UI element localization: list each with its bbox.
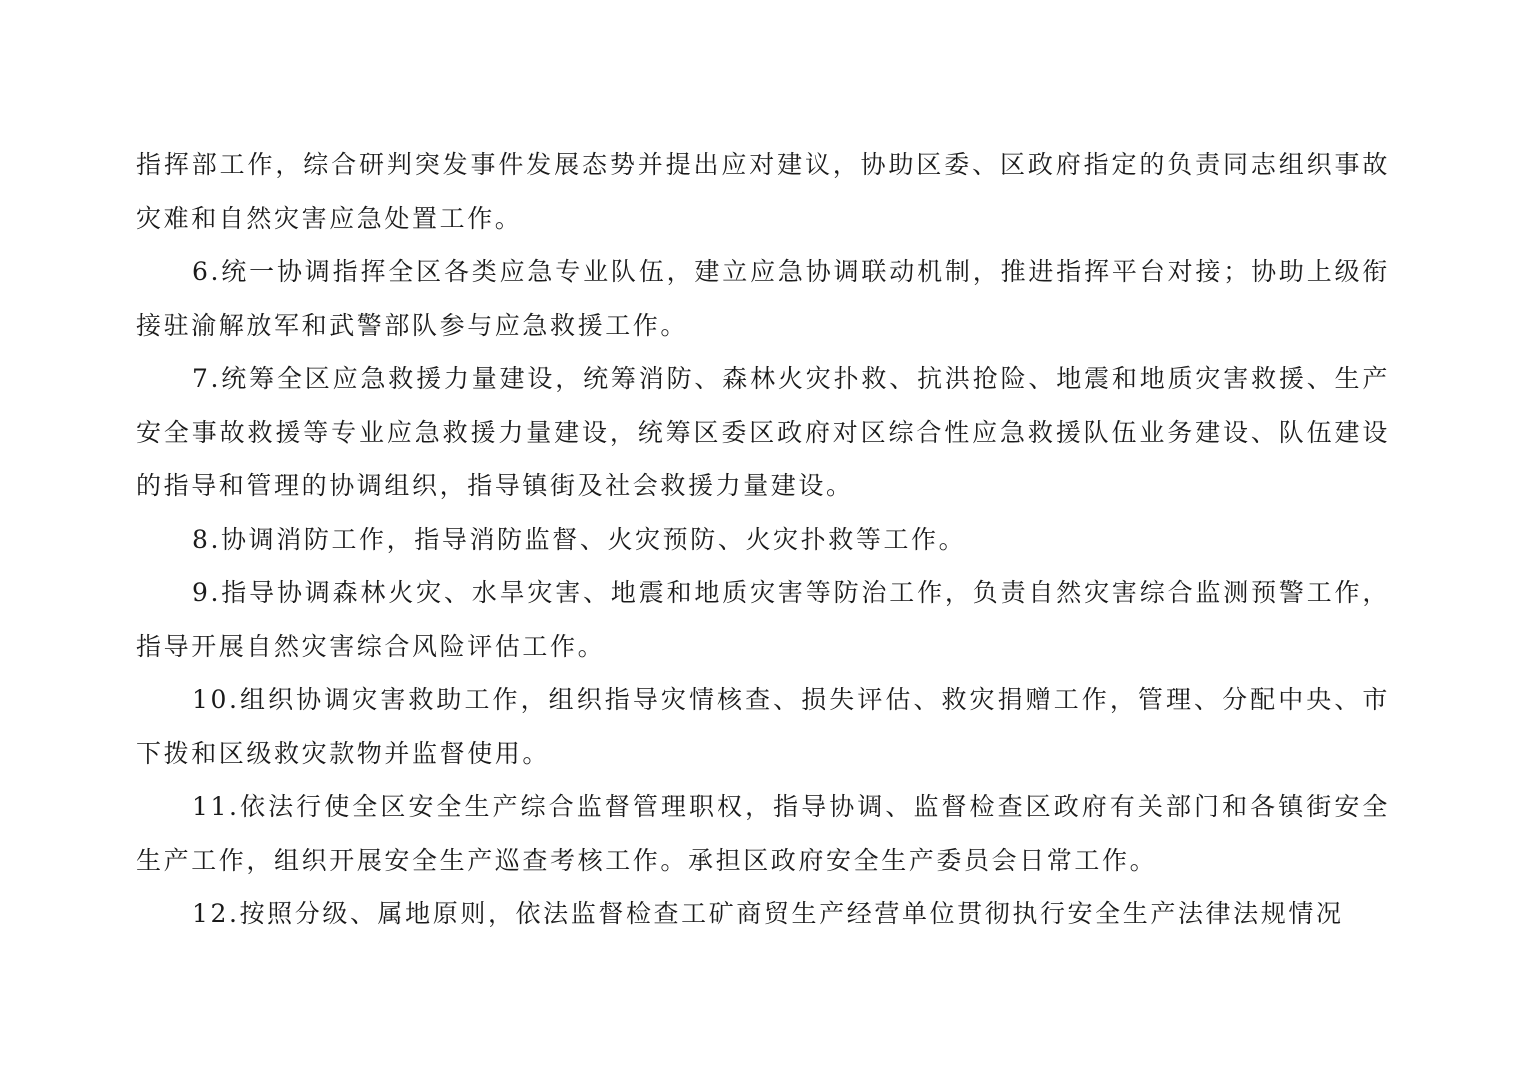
paragraph-item-6: 6.统一协调指挥全区各类应急专业队伍，建立应急协调联动机制，推进指挥平台对接；协助上级衔接驻渝解放军和武警部队参与应急救援工作。 (136, 257, 1390, 340)
paragraph-item-8: 8.协调消防工作，指导消防监督、火灾预防、火灾扑救等工作。 (192, 524, 967, 554)
document-body (136, 138, 1390, 941)
paragraph-continuation: 指挥部工作，综合研判突发事件发展态势并提出应对建议，协助区委、区政府指定的负责同志组织事故灾难和自然灾害应急处置工作。 (136, 150, 1390, 233)
paragraph-item-7: 7.统筹全区应急救援力量建设，统筹消防、森林火灾扑救、抗洪抢险、地震和地质灾害救援、生产安全事故救援等专业应急救援力量建设，统筹区委区政府对区综合性应急救援队伍业务建设、队伍建设的指导和管理的协调组织，指导镇街及社会救援力量建设。 (136, 364, 1390, 500)
paragraph-item-11: 11.依法行使全区安全生产综合监督管理职权，指导协调、监督检查区政府有关部门和各镇街安全生产工作，组织开展安全生产巡查考核工作。承担区政府安全生产委员会日常工作。 (136, 792, 1390, 875)
paragraph-item-12: 12.按照分级、属地原则，依法监督检查工矿商贸生产经营单位贯彻执行安全生产法律法规情况 (192, 899, 1344, 928)
paragraph-item-9: 9.指导协调森林火灾、水旱灾害、地震和地质灾害等防治工作，负责自然灾害综合监测预警工作，指导开展自然灾害综合风险评估工作。 (136, 578, 1390, 661)
paragraph-item-10: 10.组织协调灾害救助工作，组织指导灾情核查、损失评估、救灾捐赠工作，管理、分配中央、市下拨和区级救灾款物并监督使用。 (136, 685, 1390, 768)
